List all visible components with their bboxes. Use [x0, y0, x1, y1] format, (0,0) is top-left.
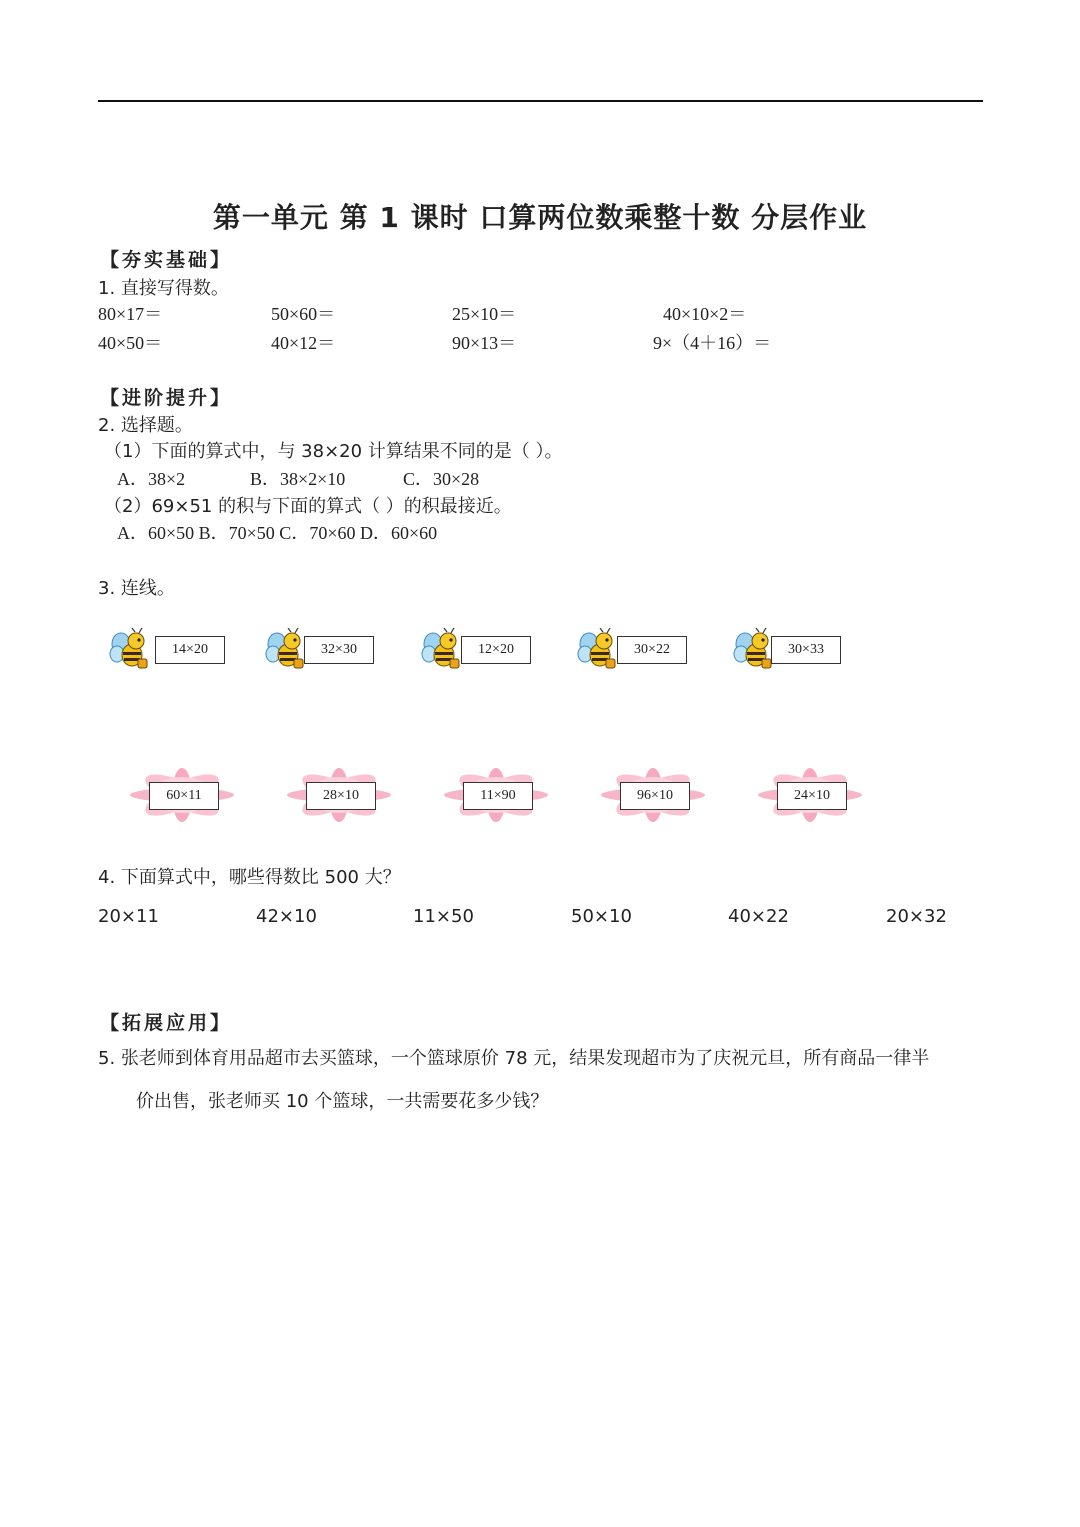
bee-icon — [576, 628, 618, 670]
q2-sub1-option: A．38×2 — [117, 469, 186, 489]
q1-item: 40×50＝ — [98, 333, 163, 353]
q2-sub1-option: B．38×2×10 — [250, 469, 346, 489]
q4-item: 20×32 — [886, 906, 947, 927]
bee-icon — [420, 628, 462, 670]
q1-item: 9×（4＋16）＝ — [653, 333, 772, 353]
flower-expression-box: 60×11 — [149, 782, 219, 810]
q1-label: 1. 直接写得数。 — [98, 278, 229, 299]
q2-label: 2. 选择题。 — [98, 415, 193, 436]
bee-expression-box: 32×30 — [304, 636, 374, 664]
q5-line1: 5. 张老师到体育用品超市去买篮球，一个篮球原价 78 元，结果发现超市为了庆祝元旦，所有商品一律半 — [98, 1048, 930, 1069]
bee-expression-box: 30×33 — [771, 636, 841, 664]
q2-sub2-options: A．60×50 B．70×50 C．70×60 D．60×60 — [117, 523, 438, 543]
bee-expression-box: 12×20 — [461, 636, 531, 664]
flower-expression-box: 28×10 — [306, 782, 376, 810]
q1-item: 40×12＝ — [271, 333, 336, 353]
bee-expression-box: 14×20 — [155, 636, 225, 664]
bee-icon — [108, 628, 150, 670]
bee-icon — [264, 628, 306, 670]
q4-item: 50×10 — [571, 906, 632, 927]
section-advanced-heading: 【进阶提升】 — [100, 387, 233, 409]
bee-expression-box: 30×22 — [617, 636, 687, 664]
bee-icon — [732, 628, 774, 670]
q1-item: 25×10＝ — [452, 304, 517, 324]
q2-sub1: （1）下面的算式中，与 38×20 计算结果不同的是（ ）。 — [104, 441, 563, 462]
header-rule — [98, 100, 983, 102]
q2-sub2: （2）69×51 的积与下面的算式（ ）的积最接近。 — [104, 496, 512, 517]
q4-item: 42×10 — [256, 906, 317, 927]
q5-line2: 价出售，张老师买 10 个篮球，一共需要花多少钱？ — [136, 1091, 549, 1112]
page-title: 第一单元 第 1 课时 口算两位数乘整十数 分层作业 — [212, 201, 868, 234]
q1-item: 90×13＝ — [452, 333, 517, 353]
flower-expression-box: 11×90 — [463, 782, 533, 810]
q4-item: 11×50 — [413, 906, 474, 927]
q2-sub1-option: C．30×28 — [403, 469, 480, 489]
section-basic-heading: 【夯实基础】 — [100, 249, 233, 271]
q1-item: 50×60＝ — [271, 304, 336, 324]
q1-item: 40×10×2＝ — [663, 304, 747, 324]
flower-expression-box: 96×10 — [620, 782, 690, 810]
q1-item: 80×17＝ — [98, 304, 163, 324]
q4-item: 20×11 — [98, 906, 159, 927]
q4-item: 40×22 — [728, 906, 789, 927]
section-extended-heading: 【拓展应用】 — [100, 1012, 233, 1034]
q3-label: 3. 连线。 — [98, 578, 175, 599]
q4-label: 4. 下面算式中，哪些得数比 500 大？ — [98, 867, 401, 888]
flower-expression-box: 24×10 — [777, 782, 847, 810]
